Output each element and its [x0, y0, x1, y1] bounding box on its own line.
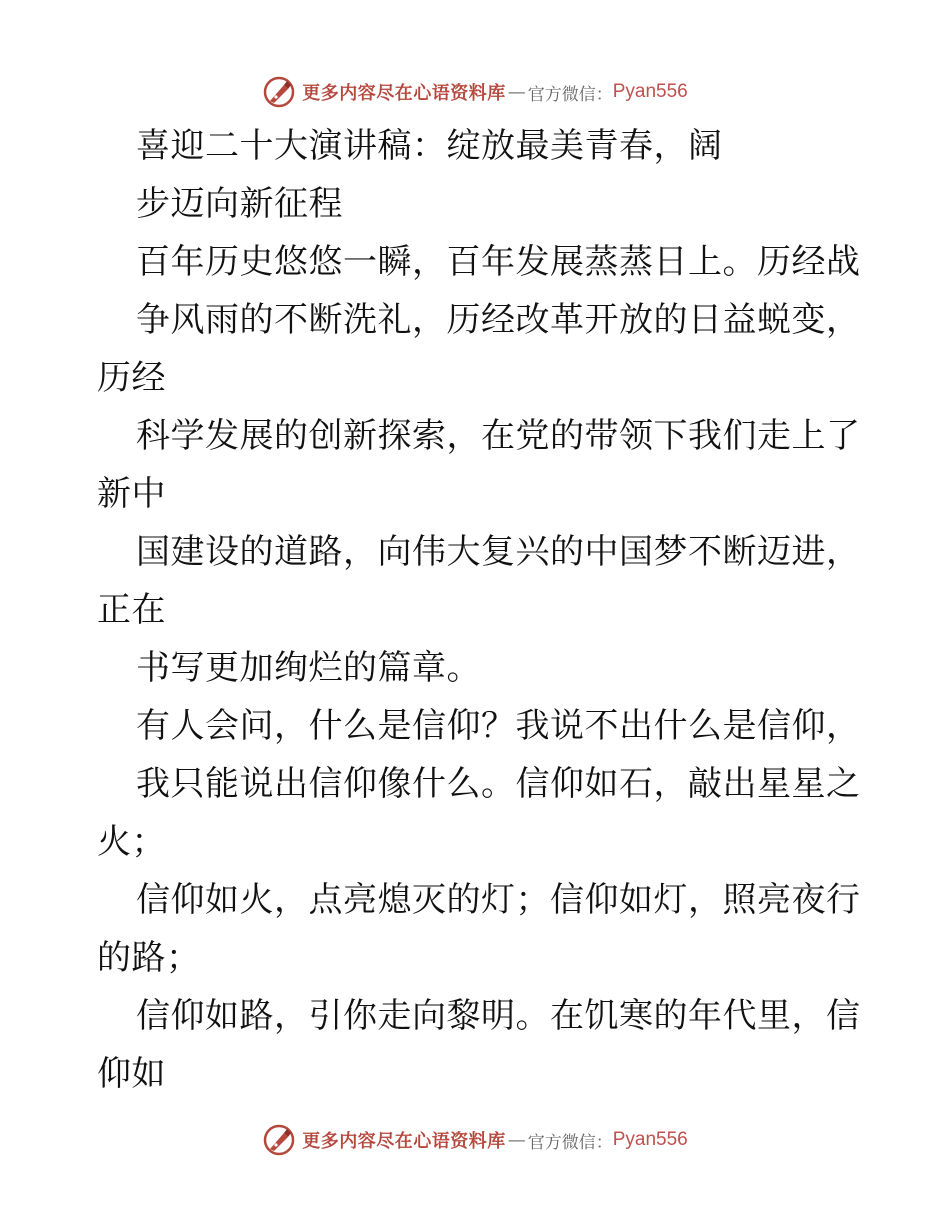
- text-line: 书写更加绚烂的篇章。: [136, 648, 481, 688]
- footer-separator: —: [507, 1129, 526, 1151]
- text-line: 的路；: [97, 938, 201, 978]
- text-line: 火；: [97, 822, 166, 862]
- header-brand-text: 更多内容尽在心语资料库: [302, 83, 506, 104]
- text-line: 百年历史悠悠一瞬，百年发展蒸蒸日上。历经战: [136, 242, 861, 282]
- text-line: 信仰如火，点亮熄灭的灯；信仰如灯，照亮夜行: [136, 880, 861, 920]
- footer-wechat-id: Pyan556: [612, 1129, 688, 1150]
- header-wechat-label: 官方微信：: [527, 84, 613, 105]
- text-line: 有人会问，什么是信仰？我说不出什么是信仰，: [136, 706, 861, 746]
- header-wechat-id: Pyan556: [612, 81, 688, 102]
- text-line: 历经: [97, 358, 166, 398]
- text-line: 信仰如路，引你走向黎明。在饥寒的年代里，信: [136, 996, 861, 1036]
- text-line: 我只能说出信仰像什么。信仰如石，敲出星星之: [136, 764, 861, 804]
- footer-banner: [0, 1120, 950, 1160]
- pen-logo-icon: [262, 1123, 296, 1157]
- header-banner: [0, 72, 950, 112]
- text-line: 科学发展的创新探索，在党的带领下我们走上了: [136, 416, 861, 456]
- text-line: 正在: [97, 590, 166, 630]
- text-line: 争风雨的不断洗礼，历经改革开放的日益蜕变，: [136, 300, 861, 340]
- pen-logo-icon: [262, 75, 296, 109]
- text-line: 喜迎二十大演讲稿：绽放最美青春，阔: [136, 126, 723, 166]
- footer-wechat-label: 官方微信：: [527, 1132, 613, 1153]
- footer-brand-text: 更多内容尽在心语资料库: [302, 1131, 506, 1152]
- text-line: 步迈向新征程: [136, 184, 343, 224]
- text-line: 国建设的道路，向伟大复兴的中国梦不断迈进，: [136, 532, 861, 572]
- text-line: 新中: [97, 474, 166, 514]
- header-separator: —: [507, 81, 526, 103]
- text-line: 仰如: [97, 1054, 166, 1094]
